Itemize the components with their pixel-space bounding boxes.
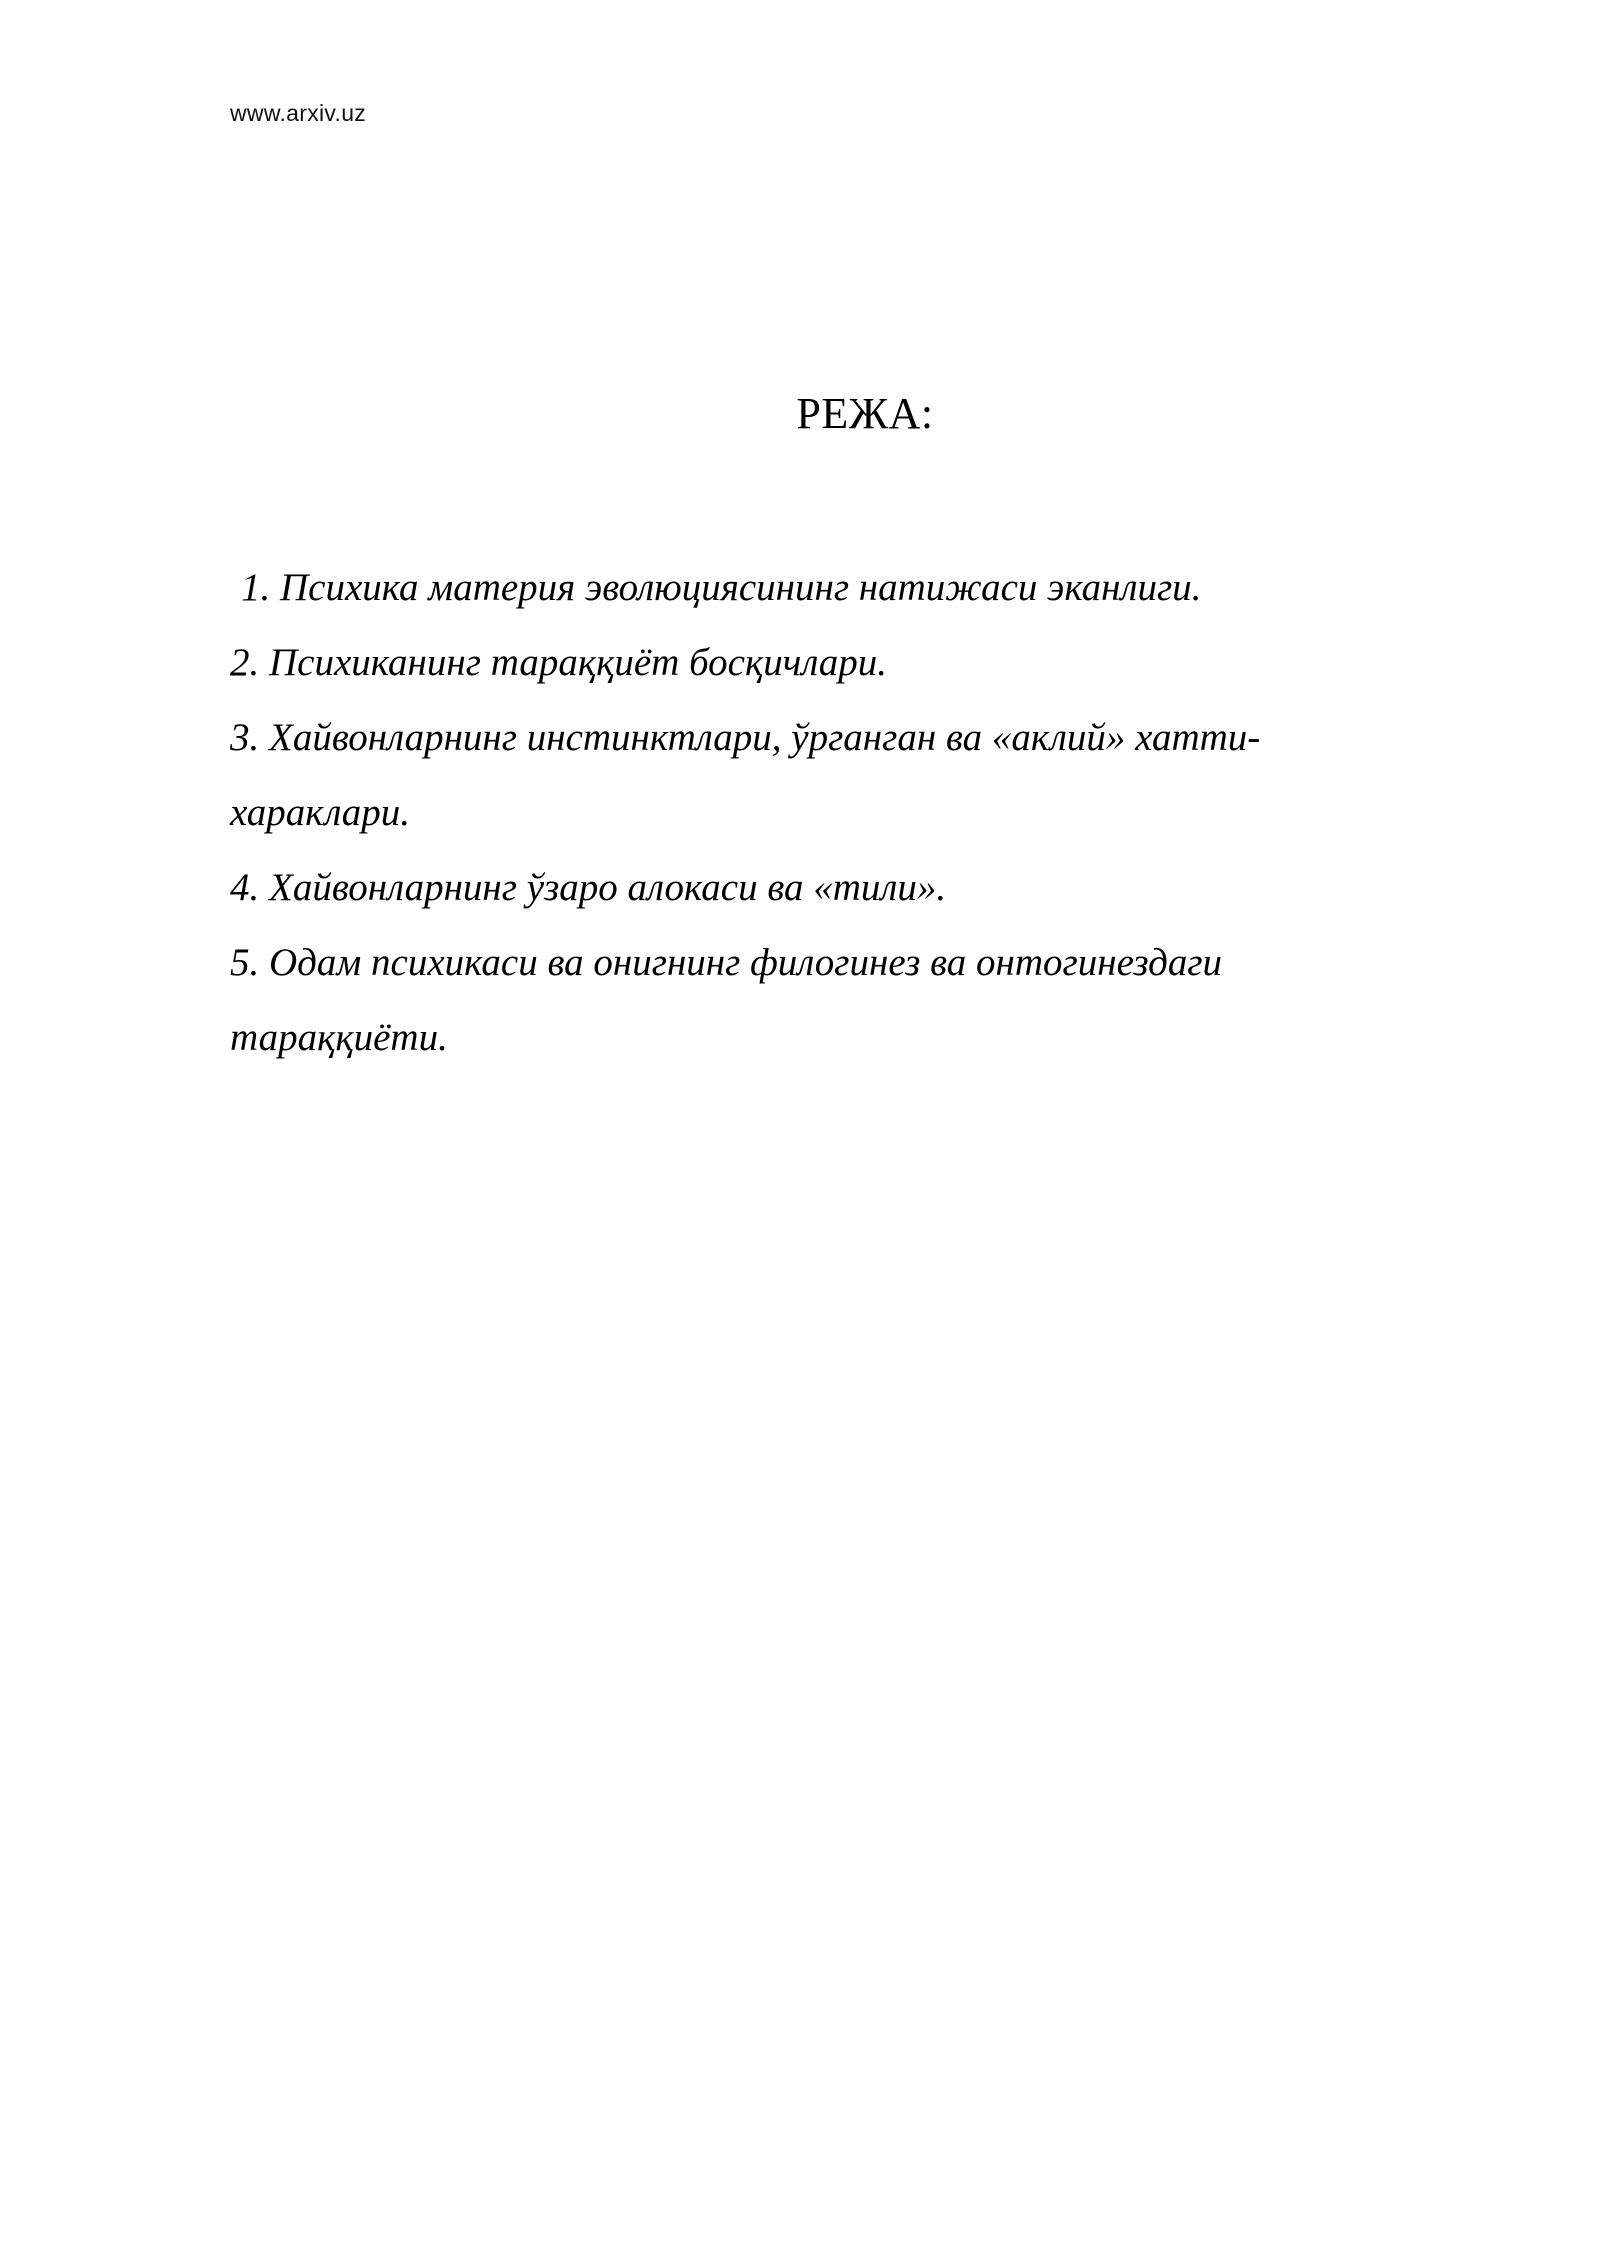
plan-line: тараққиёти. [230,1016,448,1059]
plan-line: 1. Психика материя эволюциясининг натижаси эканлиги. [241,566,1202,609]
page-title: РЕЖА: [796,389,934,438]
plan-line: хараклари. [230,791,411,834]
plan-line: 4. Хайвонларнинг ўзаро алокаси ва «тили». [230,866,947,909]
plan-line: 2. Психиканинг тараққиёт босқичлари. [230,641,888,684]
site-url: www.arxiv.uz [230,100,367,126]
plan-list [230,550,1380,1075]
plan-line: 5. Одам психикаси ва онигнинг филогинез ва онтогинездаги [230,941,1223,984]
plan-line: 3. Хайвонларнинг инстинктлари, ўрганган ва «аклий» хатти- [230,716,1261,759]
